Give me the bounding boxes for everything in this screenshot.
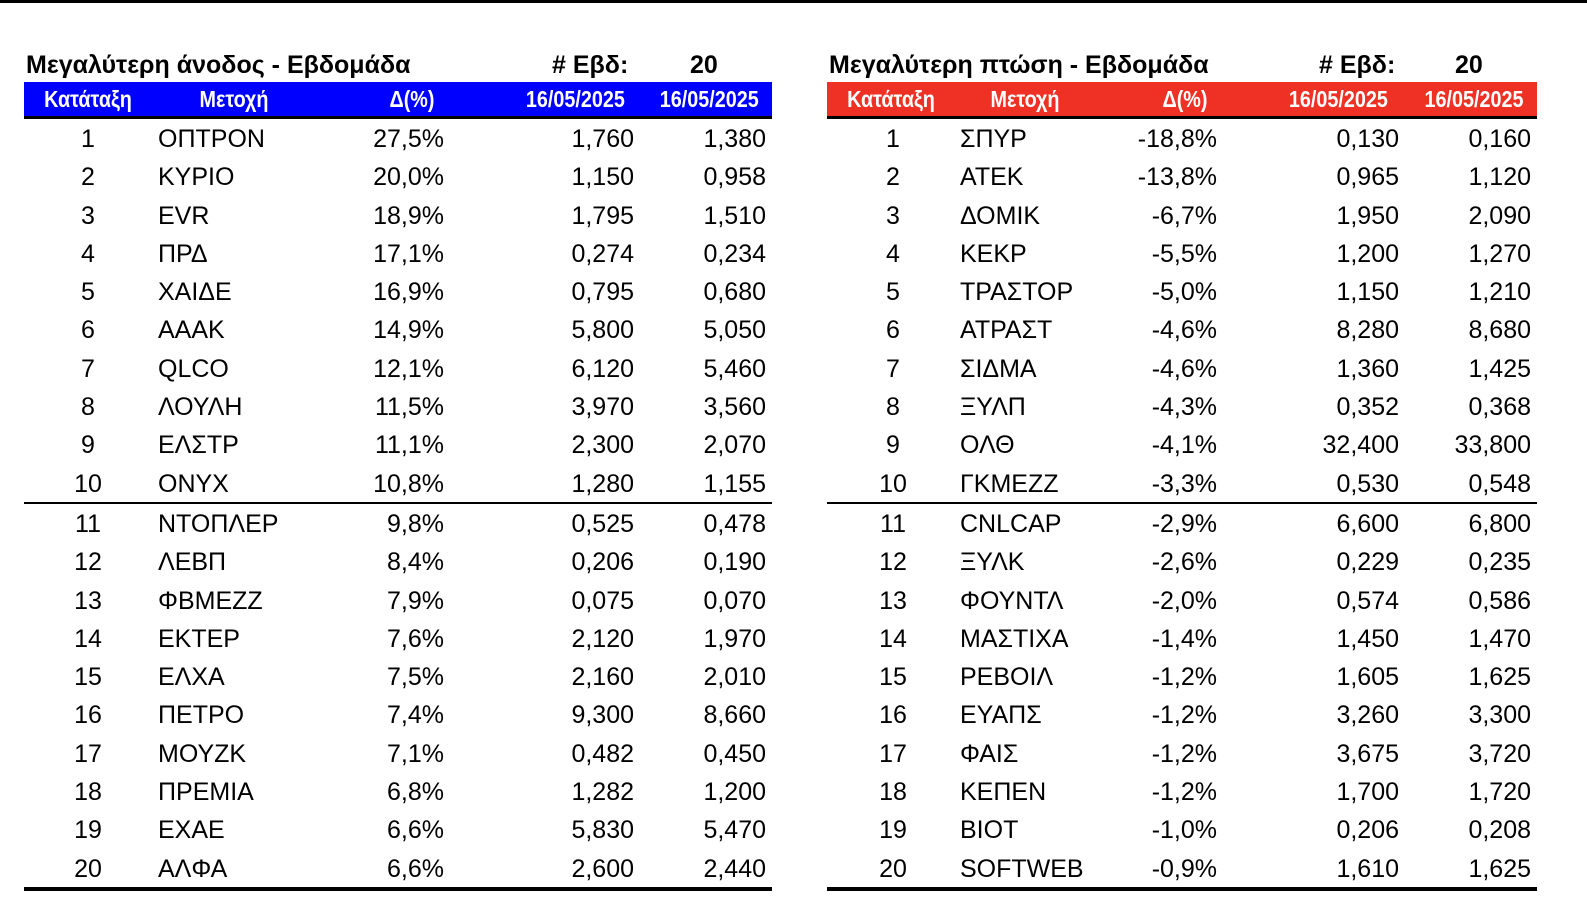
rank-cell: 15 [74,663,102,692]
rank-cell: 20 [879,854,907,883]
rank-cell: 2 [81,163,95,192]
change-cell: 6,8% [387,778,444,807]
rank-cell: 14 [74,624,102,653]
price-cell-2: 0,478 [703,509,766,538]
table-row [24,542,772,580]
price-cell-1: 1,450 [1336,624,1399,653]
table-row [24,810,772,848]
price-cell-2: 1,270 [1468,239,1531,268]
table-row [24,272,772,310]
price-cell-1: 1,282 [571,778,634,807]
losers-header [827,82,1537,116]
table-row [827,157,1537,195]
price-cell-1: 1,150 [571,163,634,192]
stock-cell: ΣΙΔΜΑ [960,354,1037,383]
change-cell: -1,2% [1151,778,1217,807]
change-cell: 12,1% [373,354,444,383]
price-cell-1: 3,675 [1336,739,1399,768]
header-date-2: 16/05/2025 [659,86,759,112]
change-cell: -5,0% [1151,278,1217,307]
rank-cell: 8 [886,393,900,422]
header-rank: Κατάταξη [44,86,132,112]
header-stock: Μετοχή [199,86,269,112]
change-cell: 20,0% [373,163,444,192]
table-row [827,196,1537,234]
stock-cell: ΠΡΕΜΙΑ [158,778,254,807]
rank-cell: 13 [74,586,102,615]
rank-cell: 3 [886,201,900,230]
table-row [827,581,1537,619]
header-rank: Κατάταξη [847,86,935,112]
change-cell: 18,9% [373,201,444,230]
change-cell: 6,6% [387,854,444,883]
change-cell: -13,8% [1137,163,1217,192]
table-row [827,310,1537,348]
table-row [827,504,1537,542]
table-row [24,310,772,348]
table-row [24,425,772,463]
price-cell-2: 1,120 [1468,163,1531,192]
price-cell-2: 8,680 [1468,316,1531,345]
table-row [827,425,1537,463]
stock-cell: ΕΥΑΠΣ [960,701,1042,730]
header-change: Δ(%) [1162,86,1208,112]
change-cell: 27,5% [373,125,444,153]
losers-title: Μεγαλύτερη πτώση - Εβδομάδα [829,51,1209,79]
price-cell-2: 0,548 [1468,469,1531,498]
price-cell-1: 1,760 [571,125,634,153]
stock-cell: ΦΒΜΕΖΖ [158,586,263,615]
stock-cell: ΠΕΤΡΟ [158,701,245,730]
table-row [827,657,1537,695]
price-cell-2: 5,460 [703,354,766,383]
table-row [24,657,772,695]
stock-cell: ΚΕΚΡ [960,239,1027,268]
stock-cell: ΕΚΤΕΡ [158,624,240,653]
table-row [24,849,772,887]
rank-cell: 2 [886,163,900,192]
table-bottom-border [827,887,1537,891]
change-cell: 6,6% [387,816,444,845]
table-row [24,734,772,772]
rank-cell: 16 [74,701,102,730]
stock-cell: ΞΥΛΠ [960,393,1026,422]
losers-rows [827,119,1537,887]
rank-cell: 5 [886,278,900,307]
change-cell: 7,9% [387,586,444,615]
rank-cell: 10 [879,469,907,498]
table-row [827,234,1537,272]
price-cell-2: 1,970 [703,624,766,653]
change-cell: 11,5% [374,393,444,422]
stock-cell: ΕΛΧΑ [158,663,225,692]
change-cell: -1,2% [1151,739,1217,768]
change-cell: 17,1% [373,239,444,268]
price-cell-2: 2,070 [703,431,766,460]
price-cell-1: 1,280 [571,469,634,498]
price-cell-2: 33,800 [1454,431,1531,460]
price-cell-1: 32,400 [1322,431,1399,460]
price-cell-2: 3,720 [1468,739,1531,768]
price-cell-1: 1,200 [1336,239,1399,268]
stock-cell: QLCO [158,354,229,383]
stock-cell: ΕΧΑΕ [158,816,225,845]
stock-cell: EVR [158,201,210,230]
rank-cell: 12 [879,548,907,577]
rank-cell: 1 [886,125,900,153]
table-row [24,157,772,195]
gainers-header [24,82,772,116]
change-cell: -2,6% [1151,548,1217,577]
table-row [24,695,772,733]
stock-cell: ΕΛΣΤΡ [158,431,239,460]
price-cell-2: 1,210 [1468,278,1531,307]
price-cell-1: 1,150 [1336,278,1399,307]
stock-cell: ΓΚΜΕΖΖ [960,469,1059,498]
stock-cell: ΤΡΑΣΤΟΡ [960,278,1074,307]
gainers-title: Μεγαλύτερη άνοδος - Εβδομάδα [26,51,411,79]
losers-weeks-label: # Εβδ: [1319,51,1396,79]
rank-cell: 4 [886,239,900,268]
gainers-panel [24,48,772,891]
rank-cell: 4 [81,239,95,268]
change-cell: 7,5% [387,663,444,692]
rank-cell: 16 [879,701,907,730]
gainers-title-row [24,48,772,82]
stock-cell: ΑΛΦΑ [158,854,228,883]
table-row [24,234,772,272]
stock-cell: ΑΤΕΚ [960,163,1024,192]
change-cell: 10,8% [373,469,444,498]
table-row [24,196,772,234]
rank-cell: 1 [81,125,95,153]
price-cell-1: 0,206 [1336,816,1399,845]
stock-cell: ΜΑΣΤΙΧΑ [960,624,1069,653]
stock-cell: ΞΥΛΚ [960,548,1025,577]
price-cell-1: 0,965 [1336,163,1399,192]
change-cell: 9,8% [387,509,444,538]
stock-cell: ΝΤΟΠΛΕΡ [158,509,279,538]
price-cell-1: 0,795 [571,278,634,307]
stock-cell: ΜΟΥΖΚ [158,739,247,768]
change-cell: -4,1% [1151,431,1217,460]
price-cell-2: 3,300 [1468,701,1531,730]
table-row [827,849,1537,887]
change-cell: -2,9% [1151,509,1217,538]
change-cell: -2,0% [1151,586,1217,615]
price-cell-2: 0,368 [1468,393,1531,422]
stock-cell: ΦΑΙΣ [960,739,1019,768]
price-cell-1: 1,700 [1336,778,1399,807]
price-cell-1: 1,950 [1336,201,1399,230]
stock-cell: ΡΕΒΟΙΛ [960,663,1054,692]
table-row [827,619,1537,657]
change-cell: -1,4% [1151,624,1217,653]
change-cell: -3,3% [1151,469,1217,498]
table-row [24,387,772,425]
stock-cell: ΟΛΘ [960,431,1015,460]
rank-cell: 18 [879,778,907,807]
stock-cell: ΚΥΡΙΟ [158,163,235,192]
rank-cell: 11 [75,509,101,538]
table-row [24,504,772,542]
table-row [24,619,772,657]
rank-cell: 18 [74,778,102,807]
rank-cell: 12 [74,548,102,577]
price-cell-1: 1,795 [571,201,634,230]
price-cell-2: 0,235 [1468,548,1531,577]
price-cell-1: 9,300 [571,701,634,730]
change-cell: 11,1% [374,431,444,460]
change-cell: -6,7% [1151,201,1217,230]
losers-panel [827,48,1537,891]
price-cell-2: 8,660 [703,701,766,730]
price-cell-1: 8,280 [1336,316,1399,345]
price-cell-2: 2,440 [703,854,766,883]
change-cell: -1,2% [1151,663,1217,692]
price-cell-1: 2,300 [571,431,634,460]
rank-cell: 7 [81,354,95,383]
price-cell-1: 0,274 [571,239,634,268]
price-cell-2: 0,680 [703,278,766,307]
price-cell-2: 5,470 [703,816,766,845]
price-cell-1: 2,120 [571,624,634,653]
price-cell-2: 2,090 [1468,201,1531,230]
table-row [24,581,772,619]
rank-cell: 3 [81,201,95,230]
stock-cell: ΠΡΔ [158,239,208,268]
price-cell-2: 0,190 [703,548,766,577]
price-cell-1: 0,482 [571,739,634,768]
rank-cell: 17 [879,739,907,768]
price-cell-1: 0,229 [1336,548,1399,577]
price-cell-2: 1,380 [703,125,766,153]
change-cell: -5,5% [1151,239,1217,268]
rank-cell: 7 [886,354,900,383]
stock-cell: ΛΟΥΛΗ [158,393,243,422]
rank-cell: 17 [74,739,102,768]
price-cell-2: 1,720 [1468,778,1531,807]
change-cell: 7,1% [387,739,444,768]
stock-cell: SOFTWEB [960,854,1084,883]
change-cell: 14,9% [373,316,444,345]
price-cell-2: 1,200 [703,778,766,807]
stock-cell: CNLCAP [960,509,1062,538]
change-cell: -1,2% [1151,701,1217,730]
table-row [24,772,772,810]
rank-cell: 15 [879,663,907,692]
rank-cell: 14 [879,624,907,653]
table-row [827,349,1537,387]
header-date-2: 16/05/2025 [1424,86,1524,112]
stock-cell: ΟΝΥΧ [158,469,229,498]
price-cell-1: 5,830 [571,816,634,845]
stock-cell: ΑΑΑΚ [158,316,225,345]
table-row [827,695,1537,733]
price-cell-1: 6,120 [571,354,634,383]
stock-cell: ΛΕΒΠ [158,548,227,577]
price-cell-2: 0,160 [1468,125,1531,153]
table-row [827,542,1537,580]
change-cell: -18,8% [1137,125,1217,153]
price-cell-2: 1,510 [703,201,766,230]
price-cell-1: 0,530 [1336,469,1399,498]
price-cell-2: 0,234 [703,239,766,268]
change-cell: -0,9% [1151,854,1217,883]
rank-cell: 13 [879,586,907,615]
stock-cell: ΦΟΥΝΤΛ [960,586,1064,615]
price-cell-2: 1,425 [1468,354,1531,383]
price-cell-2: 1,625 [1468,854,1531,883]
rank-cell: 5 [81,278,95,307]
change-cell: 16,9% [373,278,444,307]
rank-cell: 6 [81,316,95,345]
stock-cell: ΑΤΡΑΣΤ [960,316,1053,345]
price-cell-1: 3,970 [571,393,634,422]
rank-cell: 20 [74,854,102,883]
price-cell-1: 1,360 [1336,354,1399,383]
change-cell: -4,6% [1151,316,1217,345]
table-row [827,387,1537,425]
change-cell: -4,6% [1151,354,1217,383]
price-cell-2: 5,050 [703,316,766,345]
gainers-rows [24,119,772,887]
table-row [827,272,1537,310]
price-cell-1: 0,525 [571,509,634,538]
price-cell-2: 6,800 [1468,509,1531,538]
table-row [24,349,772,387]
gainers-weeks-label: # Εβδ: [552,51,629,79]
gainers-weeks-value: 20 [690,51,718,79]
price-cell-2: 0,958 [703,163,766,192]
header-date-1: 16/05/2025 [525,86,625,112]
price-cell-2: 0,586 [1468,586,1531,615]
rank-cell: 9 [886,431,900,460]
rank-cell: 8 [81,393,95,422]
price-cell-1: 1,610 [1336,854,1399,883]
rank-cell: 6 [886,316,900,345]
price-cell-1: 0,075 [571,586,634,615]
table-row [24,464,772,504]
price-cell-1: 1,605 [1336,663,1399,692]
stock-cell: ΚΕΠΕΝ [960,778,1047,807]
change-cell: 7,6% [387,624,444,653]
price-cell-1: 0,130 [1336,125,1399,153]
price-cell-1: 6,600 [1336,509,1399,538]
stock-cell: ΣΠΥΡ [960,125,1027,153]
price-cell-1: 0,352 [1336,393,1399,422]
stock-cell: ΒΙΟΤ [960,816,1019,845]
stock-cell: ΟΠΤΡΟΝ [158,125,265,153]
table-row [827,772,1537,810]
price-cell-1: 0,574 [1336,586,1399,615]
table-row [24,119,772,157]
price-cell-2: 1,155 [703,469,766,498]
change-cell: -1,0% [1151,816,1217,845]
price-cell-1: 3,260 [1336,701,1399,730]
losers-title-row [827,48,1537,82]
price-cell-2: 0,070 [703,586,766,615]
price-cell-1: 0,206 [571,548,634,577]
rank-cell: 19 [74,816,102,845]
rank-cell: 10 [74,469,102,498]
stock-cell: ΔΟΜΙΚ [960,201,1041,230]
top-border [0,0,1587,3]
table-bottom-border [24,887,772,891]
price-cell-1: 2,600 [571,854,634,883]
change-cell: 7,4% [387,701,444,730]
price-cell-2: 3,560 [703,393,766,422]
price-cell-2: 0,450 [703,739,766,768]
table-row [827,734,1537,772]
price-cell-2: 0,208 [1468,816,1531,845]
price-cell-1: 2,160 [571,663,634,692]
stock-cell: ΧΑΙΔΕ [158,278,232,307]
header-stock: Μετοχή [990,86,1060,112]
change-cell: 8,4% [387,548,444,577]
rank-cell: 11 [880,509,906,538]
rank-cell: 19 [879,816,907,845]
header-date-1: 16/05/2025 [1288,86,1388,112]
losers-weeks-value: 20 [1455,51,1483,79]
price-cell-1: 5,800 [571,316,634,345]
table-row [827,119,1537,157]
price-cell-2: 1,470 [1468,624,1531,653]
table-row [827,810,1537,848]
price-cell-2: 1,625 [1468,663,1531,692]
change-cell: -4,3% [1151,393,1217,422]
table-row [827,464,1537,504]
header-change: Δ(%) [389,86,435,112]
price-cell-2: 2,010 [703,663,766,692]
rank-cell: 9 [81,431,95,460]
